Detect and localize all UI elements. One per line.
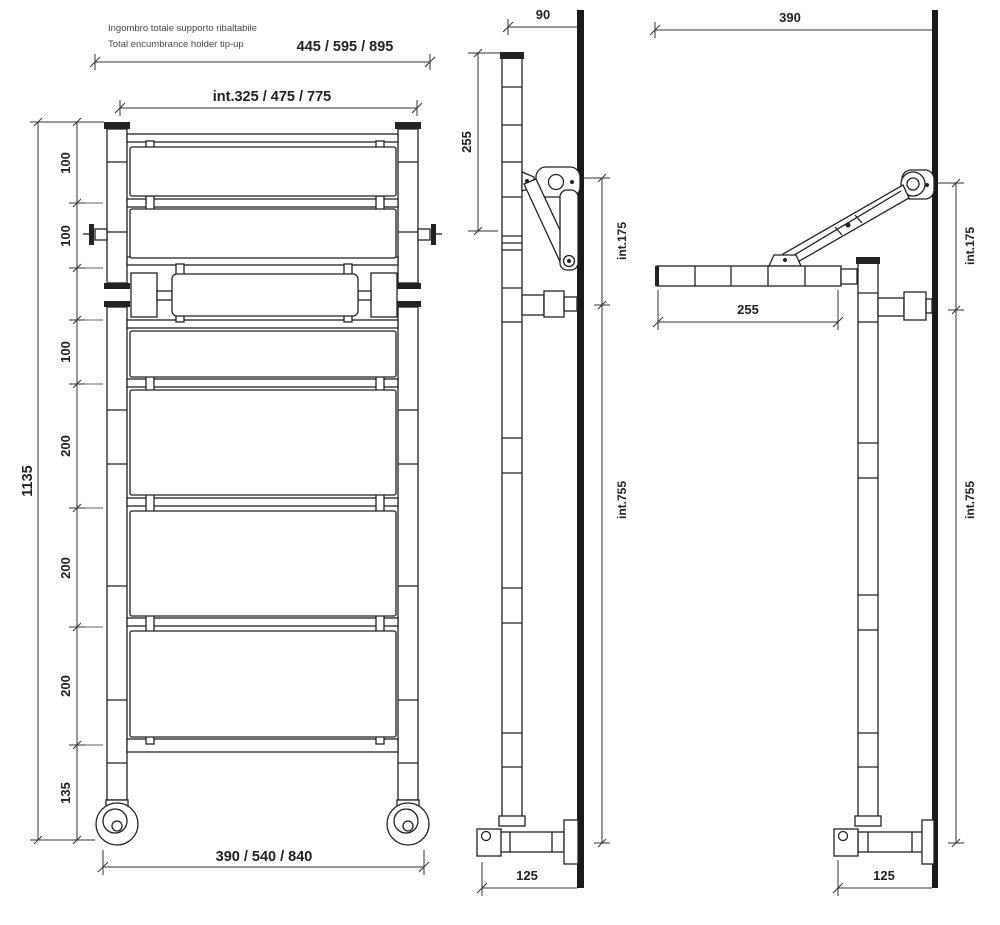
caster-wheel-right	[387, 800, 429, 845]
dim-int175-open: int.175	[963, 226, 977, 266]
tip-up-mechanism-folded	[522, 167, 580, 270]
panel-5	[130, 511, 396, 616]
dim-folded-255: 255	[459, 131, 474, 153]
panel-2	[130, 209, 396, 258]
dim-total-width: 445 / 595 / 895	[296, 39, 394, 55]
right-column-upper	[398, 129, 418, 283]
dim-segment-100b: 100	[58, 225, 73, 247]
wall-line	[577, 10, 584, 888]
dim-depth-390: 390	[779, 10, 801, 25]
valve-left	[83, 224, 107, 245]
dim-int175-folded: int.175	[615, 221, 629, 261]
holder-bracket-right	[371, 273, 397, 317]
front-view	[83, 122, 442, 845]
holder-bracket-left	[131, 273, 157, 317]
dim-segment-135: 135	[58, 782, 73, 804]
holder-bar-open	[655, 266, 857, 286]
note-line1: Ingombro totale supporto ribaltabile	[108, 23, 257, 34]
dim-segment-100a: 100	[58, 152, 73, 174]
dim-int755-open: int.755	[963, 480, 977, 520]
caster-wheel-left	[96, 800, 138, 845]
left-column-lower	[107, 307, 127, 800]
int175-line	[938, 179, 964, 314]
side-view-open	[655, 10, 938, 888]
tip-up-holder-front	[131, 273, 397, 317]
wall-valve-stub	[878, 292, 932, 320]
panel-6	[130, 631, 396, 737]
dim-segment-100c: 100	[58, 341, 73, 363]
panel-1	[130, 147, 396, 196]
dim-segment-200a: 200	[58, 435, 73, 457]
int175-line	[584, 174, 610, 309]
dim-base-125-open: 125	[873, 868, 895, 883]
holder-bar	[172, 274, 358, 316]
column-profile	[858, 263, 878, 817]
int755-line	[594, 305, 610, 847]
dim-base-width: 390 / 540 / 840	[215, 849, 313, 865]
heating-panels	[130, 147, 396, 737]
side-view-open-dimensions	[650, 22, 964, 896]
dim-total-height: 1135	[20, 465, 36, 497]
dim-base-125-folded: 125	[516, 868, 538, 883]
dim-int755-folded: int.755	[615, 480, 629, 520]
tip-up-mechanism-open	[769, 170, 934, 267]
floor-bracket-open	[834, 816, 934, 864]
wall-plate	[564, 820, 578, 864]
dim-segment-200c: 200	[58, 675, 73, 697]
floor-bracket-folded	[477, 816, 578, 864]
left-column-upper	[107, 129, 127, 283]
panel-3	[130, 331, 396, 377]
wall-line	[932, 10, 938, 888]
side-view-folded-dimensions	[468, 19, 610, 896]
side-view-folded	[477, 10, 584, 888]
dim-holder-255: 255	[737, 302, 759, 317]
wall-plate	[922, 820, 934, 864]
note-line2: Total encumbrance holder tip-up	[108, 39, 244, 50]
right-column-lower	[398, 307, 418, 800]
panel-4	[130, 390, 396, 495]
wall-valve-stub	[522, 291, 577, 317]
int755-line	[948, 310, 964, 847]
dim-internal-width: int.325 / 475 / 775	[212, 89, 332, 105]
dim-segment-200b: 200	[58, 557, 73, 579]
dim-depth-90: 90	[535, 7, 551, 22]
valve-right	[418, 224, 442, 245]
